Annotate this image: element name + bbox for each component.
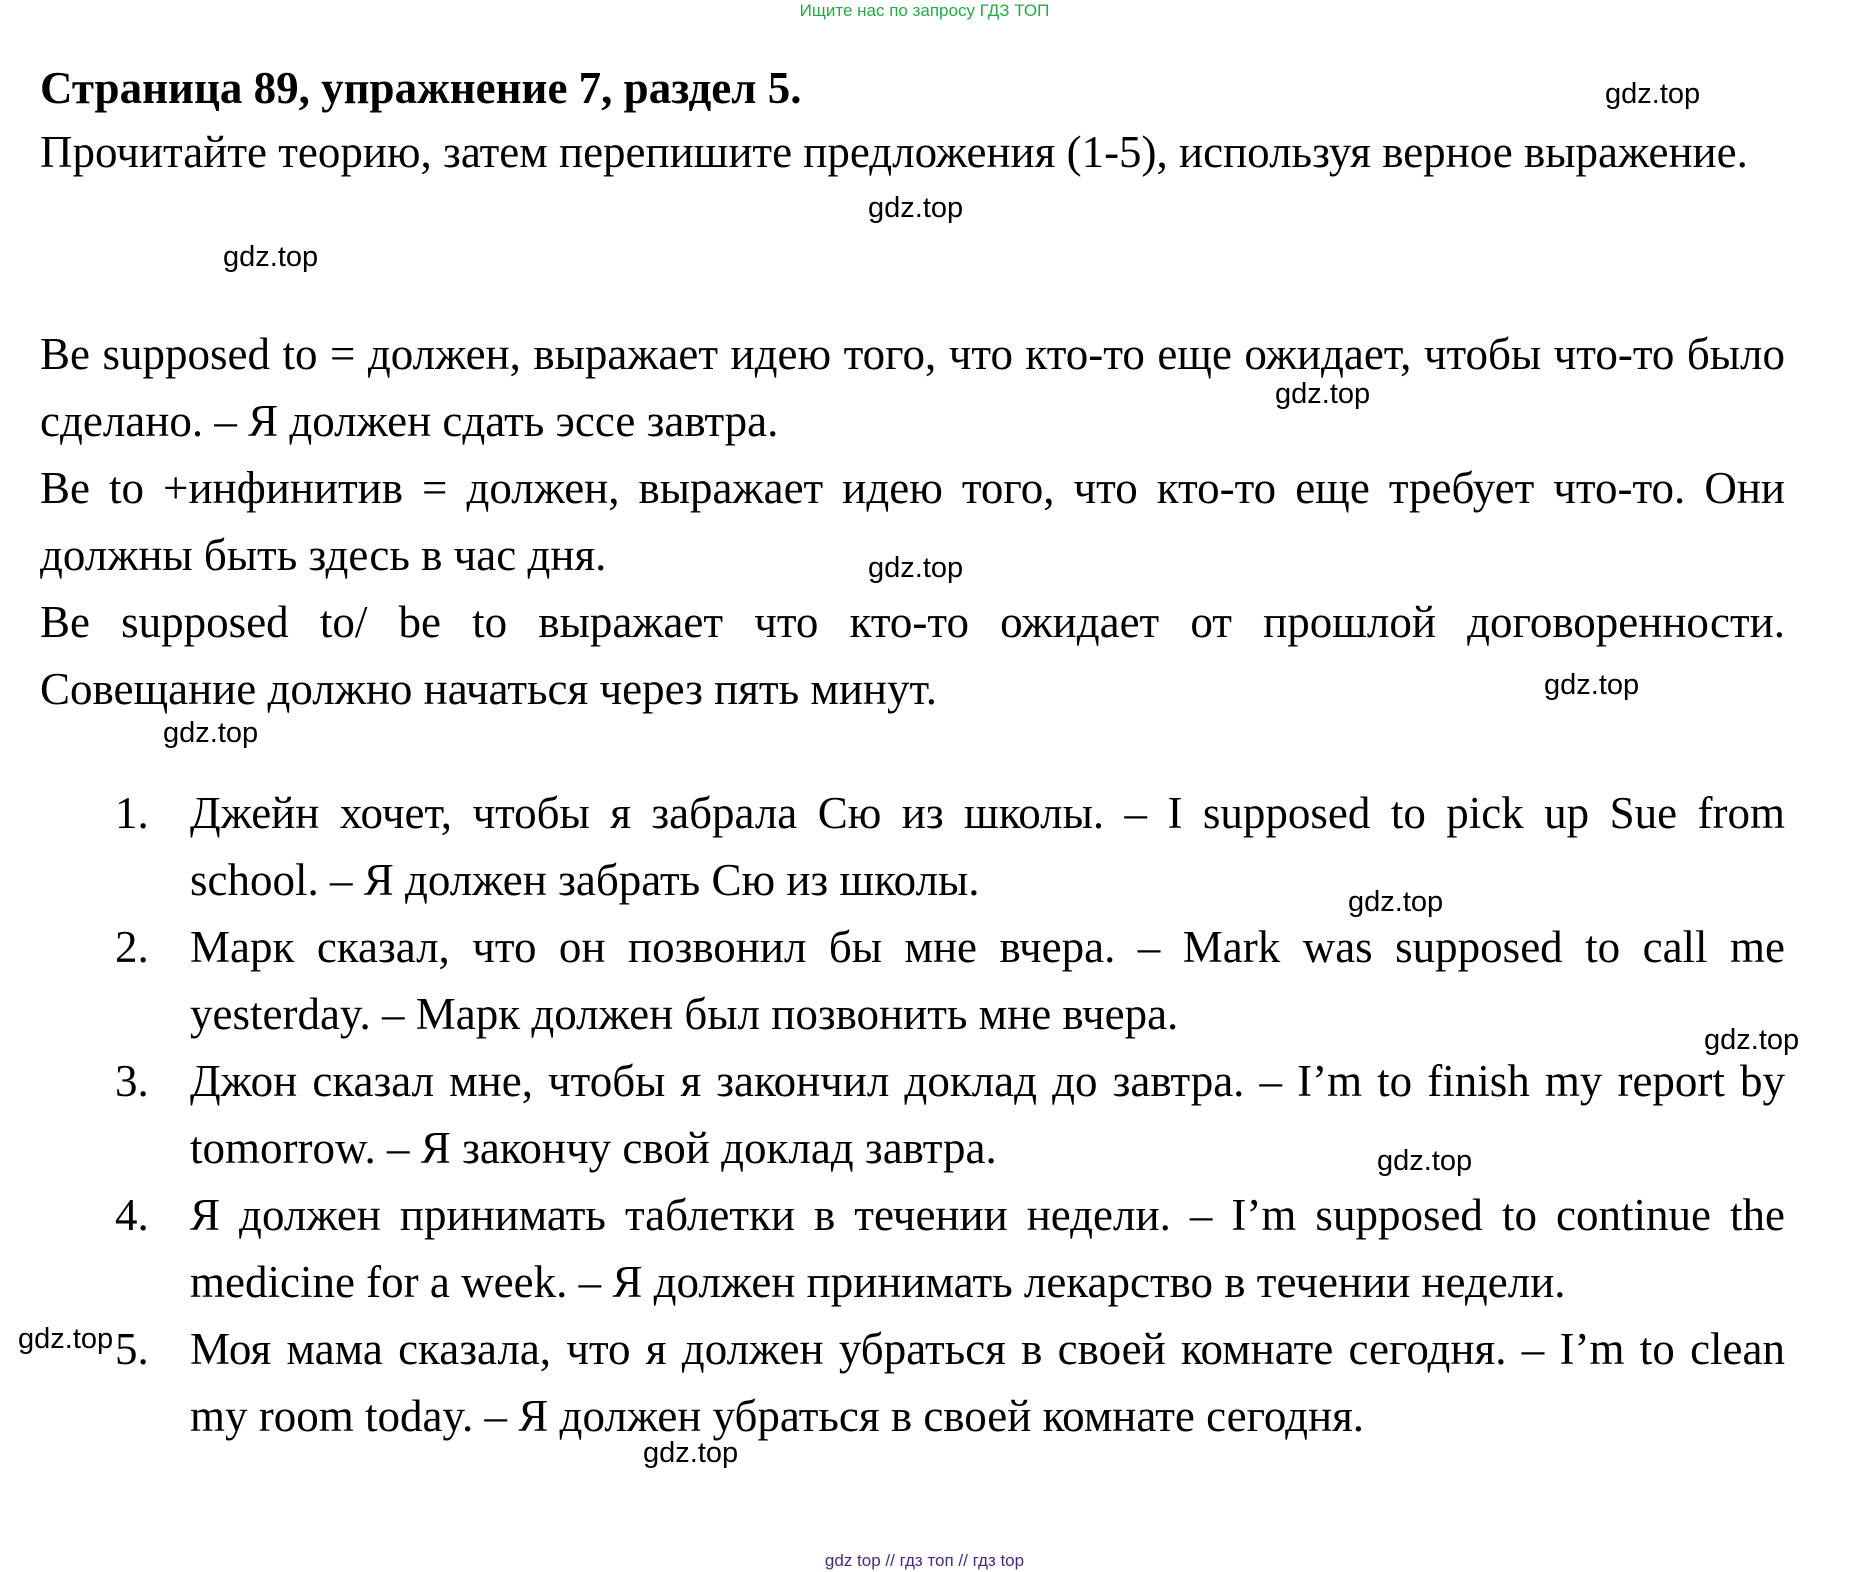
item-text: Марк сказал, что он позвонил бы мне вчера. – Mark was supposed to call me yesterday. – Марк должен был позвонить мне вчера. [190,922,1785,1039]
theory-paragraph: Be to +инфинитив = должен, выражает идею того, что кто-то еще требует что-то. Они должны быть здесь в час дня. [40,463,1785,580]
theory-paragraph: Be supposed to = должен, выражает идею того, что кто-то еще ожидает, чтобы что-то было сделано. – Я должен сдать эссе завтра. [40,329,1785,446]
exercise-list [40,780,1785,1450]
exercise-item [40,1048,1785,1182]
exercise-item [40,1316,1785,1450]
search-hint-banner: Ищите нас по запросу ГДЗ ТОП [799,1,1050,20]
item-number: 5. [115,1324,149,1374]
theory-paragraph: Be supposed to/ be to выражает что кто-то ожидает от прошлой договоренности. Совещание должно начаться через пять минут. [40,597,1785,714]
item-text: Я должен принимать таблетки в течении недели. – I’m supposed to continue the medicine for a week. – Я должен принимать лекарство в течении недели. [190,1190,1785,1307]
watermark: gdz.top [18,1323,114,1355]
footer-watermark: gdz top // гдз топ // гдз top [824,1551,1025,1570]
item-text: Моя мама сказала, что я должен убраться в своей комнате сегодня. – I’m to clean my room today. – Я должен убраться в своей комнате сегодня. [190,1324,1785,1441]
watermark: gdz.top [868,552,964,584]
instructions: Прочитайте теорию, затем перепишите предложения (1-5), используя верное выражение. [40,127,1748,177]
watermark: gdz.top [1605,78,1701,110]
watermark: gdz.top [1704,1024,1800,1056]
exercise-item [40,914,1785,1048]
watermark: gdz.top [163,717,259,749]
page-title: Страница 89, упражнение 7, раздел 5. [40,63,802,113]
watermark: gdz.top [1348,886,1444,918]
exercise-item [40,1182,1785,1316]
watermark: gdz.top [1377,1145,1473,1177]
watermark: gdz.top [1544,669,1640,701]
item-text: Джейн хочет, чтобы я забрала Сю из школы. – I supposed to pick up Sue from school. – Я должен забрать Сю из школы. [190,788,1785,905]
theory-section [40,321,1785,723]
item-number: 3. [115,1056,149,1106]
watermark: gdz.top [1275,378,1371,410]
watermark: gdz.top [643,1437,739,1469]
item-number: 1. [115,788,149,838]
watermark: gdz.top [868,192,964,224]
item-number: 2. [115,922,149,972]
watermark: gdz.top [223,241,319,273]
item-text: Джон сказал мне, чтобы я закончил доклад до завтра. – I’m to finish my report by tomorrow. – Я закончу свой доклад завтра. [190,1056,1785,1173]
item-number: 4. [115,1190,149,1240]
exercise-item [40,780,1785,914]
